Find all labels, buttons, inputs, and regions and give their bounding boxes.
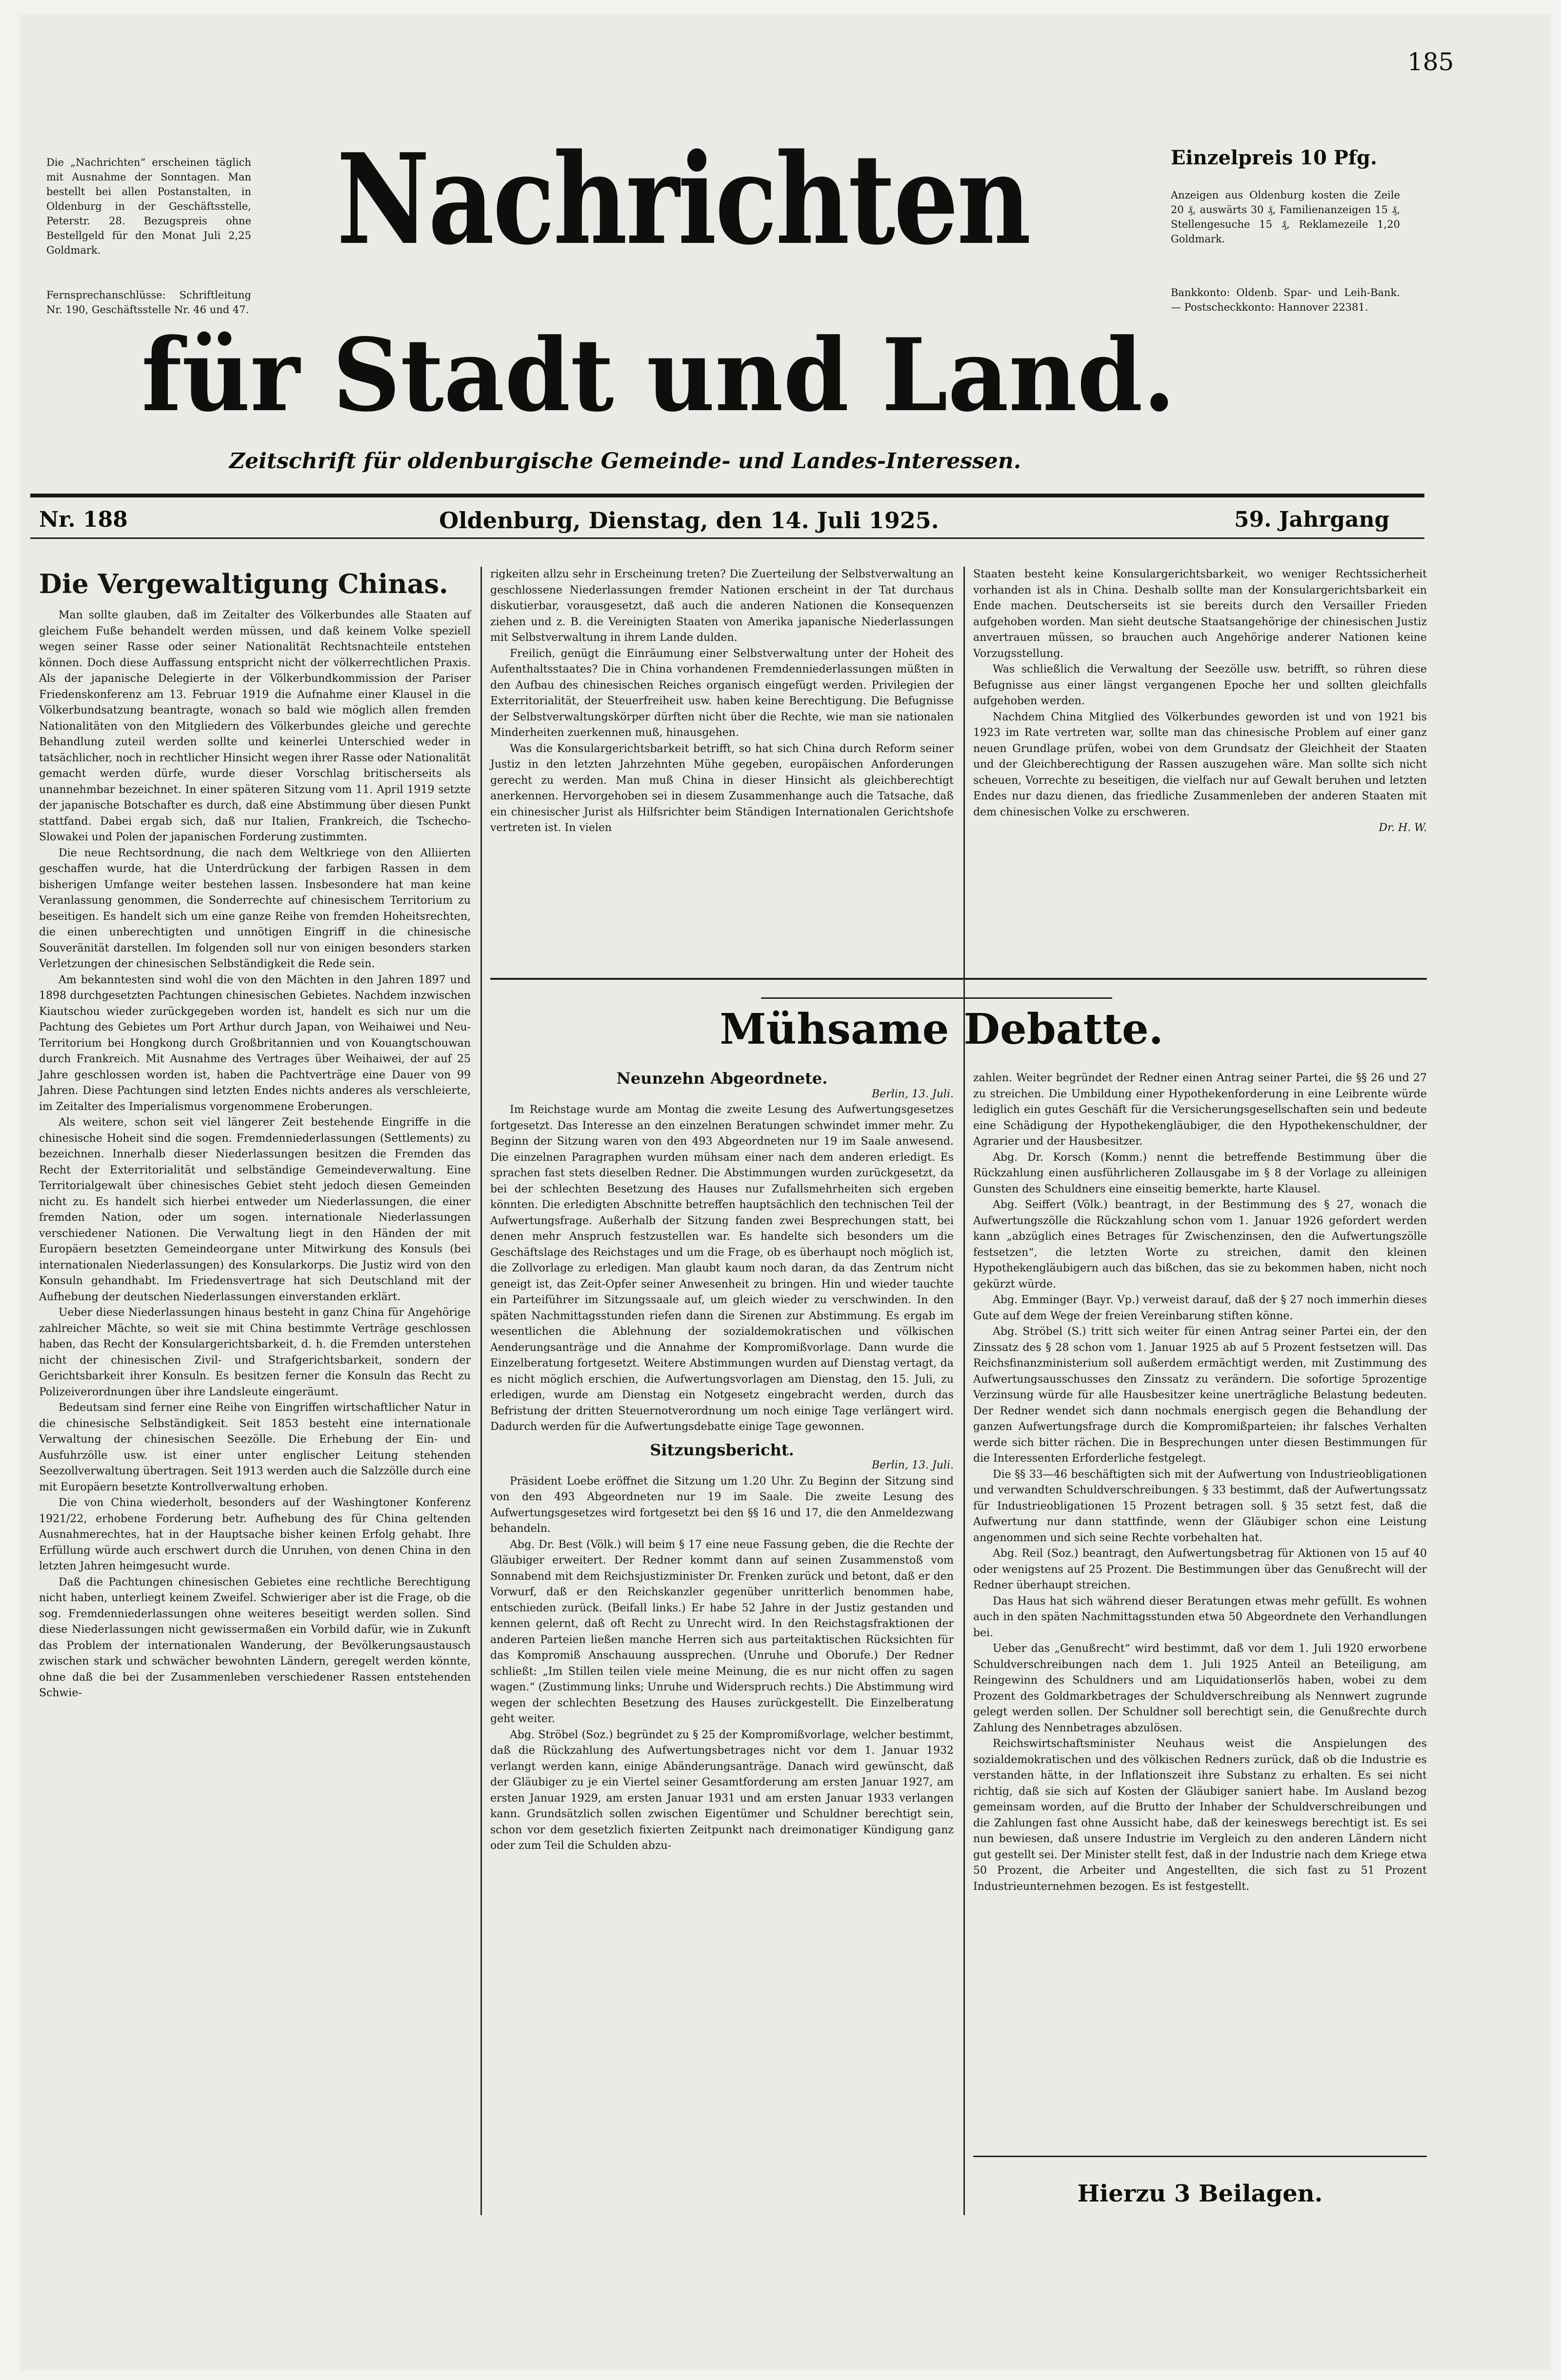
paragraph: Bedeutsam sind ferner eine Reihe von Eingriffen wirtschaftlicher Natur in die chinesische Selbständigkeit. Seit 1853 besteht eine internationale Verwaltung der chinesischen Seezölle. Die Erhebung der Ein- und Ausfuhrzölle usw. ist einer unter englischer Leitung stehenden Seezollverwaltung übertragen. Seit 1913 werden auch die Salzzölle durch eine mit Europäern besetzte Kontrollverwaltung erhoben. — [39, 1402, 471, 1493]
debate-subheading-2: Sitzungsbericht. — [650, 1440, 794, 1459]
paragraph: Nachdem China Mitglied des Völkerbundes geworden ist und von 1921 bis 1923 im Rate vertreten war, sollte man das chinesische Problem auf einer ganz neuen Grundlage prüfen, wobei von dem Grundsatz der Gleichheit der Staaten und der Gleichberechtigung der Rassen auszugehen wäre. Man sollte sich nicht scheuen, Vorrechte zu beseitigen, die vielfach nur auf Gewalt beruhen und letzten Endes nur dazu dienen, das friedliche Zusammenleben der anderen Staaten mit dem chinesischen Volke zu erschweren. — [973, 711, 1427, 818]
masthead-subtitle: Zeitschrift für oldenburgische Gemeinde- und Landes-Interessen. — [229, 449, 1021, 474]
paragraph: rigkeiten allzu sehr in Erscheinung treten? Die Zuerteilung der Selbstverwaltung an geschlossene Niederlassungen fremder Nationen erscheint in der Tat durchaus diskutierbar, vorausgesetzt, daß auch die anderen Nationen die Konsequenzen ziehen und z. B. die Vereinigten Staaten von Amerika japanische Niederlassungen mit Selbstverwaltung in ihrem Lande dulden. — [490, 568, 954, 644]
article-debate-column-2 — [973, 1071, 1427, 1895]
paragraph: Ueber diese Niederlassungen hinaus besteht in ganz China für Angehörige zahlreicher Mächte, so weit sie mit China bestimmte Verträge geschlossen haben, das Recht der Konsulargerichtsbarkeit, d. h. die Fremden unterstehen nicht der chinesischen Zivil- und Strafgerichtsbarkeit, sondern der Gerichtsbarkeit ihrer Konsuln. Es besitzen ferner die Konsuln das Recht zu Polizeiverordnungen über ihre Landsleute eingeräumt. — [39, 1307, 471, 1398]
debate-dateline-1: Berlin, 13. Juli. — [872, 1088, 954, 1100]
article-china-column-1 — [39, 567, 471, 1702]
paragraph: Ueber das „Genußrecht“ wird bestimmt, daß vor dem 1. Juli 1920 erworbene Schuldverschreibungen nach dem 1. Juli 1925 Anteil an Beteiligung, am Reingewinn des Schuldners und am Liquidationserlös haben, wobei zu dem Prozent des Goldmarkbetrages der Schuldverschreibung als Nennwert zugrunde gelegt werden sollen. Der Schuldner soll berechtigt sein, die Genußrechte durch Zahlung des Nennbetrages abzulösen. — [973, 1643, 1427, 1734]
paragraph: Abg. Dr. Best (Völk.) will beim § 17 eine neue Fassung geben, die die Rechte der Gläubiger erweitert. Der Redner kommt dann auf seinen Zusammenstoß vom Sonnabend mit dem Reichsjustizminister Dr. Frenken zurück und betont, daß er den Vorwurf, daß er den Reichskanzler gegenüber unritterlich benommen habe, entschieden zurück. (Beifall links.) Er habe 52 Jahre in der Justiz gestanden und kennen gelernt, daß oft Recht zu Unrecht wird. In den Reichstagsfraktionen der anderen Parteien ließen manche Herren sich aus parteitaktischen Rücksichten für das Kompromiß Anschauung aussprechen. (Unruhe und Oborufe.) Der Redner schließt: „Im Stillen teilen viele meine Meinung, die es nur nicht offen zu sagen wagen.“ (Zustimmung links; Unruhe und Widerspruch rechts.) Die Abstimmung wird wegen der schlechten Besetzung des Hauses zurückgestellt. Die Einzelberatung geht weiter. — [490, 1538, 954, 1725]
single-price: Einzelpreis 10 Pfg. — [1171, 146, 1378, 169]
masthead-title-line2: für Stadt und Land. — [141, 317, 1176, 434]
paragraph: Im Reichstage wurde am Montag die zweite Lesung des Aufwertungsgesetzes fortgesetzt. Das Interesse an den einzelnen Beratungen schwindet immer mehr. Zu Beginn der Sitzung waren von den 493 Abgeordneten nur 19 im Saale anwesend. Die einzelnen Paragraphen wurden mühsam einer nach dem anderen erledigt. Es sprachen fast stets dieselben Redner. Die Abstimmungen wurden zurückgesetzt, da bei der schlechten Besetzung des Hauses nur Zufallsmehrheiten sich ergeben könnten. Die erledigten Abschnitte betreffen hauptsächlich den technischen Teil der Aufwertungsfrage. Außerhalb der Sitzung fanden zwei Besprechungen statt, bei denen mehr Anspruch festzustellen war. Es handelte sich besonders um die Geschäftslage des Reichstages und um die Frage, ob es überhaupt noch möglich ist, die Zollvorlage zu erledigen. Man glaubt kaum noch daran, da das Zentrum nicht geneigt ist, das Zeit-Opfer seiner Anwesenheit zu bringen. Hin und wieder tauchte ein Parteiführer im Sitzungssaale auf, um gleich wieder zu verschwinden. In den späten Nachmittagsstunden riefen dann die Sirenen zur Abstimmung. Es ergab im wesentlichen die Ablehnung der sozialdemokratischen und völkischen Aenderungsanträge und die Annahme der Kompromißvorlage. Dann wurde die Einzelberatung fortgesetzt. Weitere Abstimmungen wurden auf Dienstag vertagt, da es nicht möglich erschien, die Aufwertungsvorlagen am Dienstag, den 15. Juli, zu erledigen, wurde am Dienstag ein Notgesetz eingebracht werden, durch das Befristung der dritten Steuernotverordnung um noch einige Tage verlängert wird. Dadurch werden für die Aufwertungsdebatte einige Tage gewonnen. — [490, 1104, 954, 1433]
ad-rates: Anzeigen aus Oldenburg kosten die Zeile 20 ₰, auswärts 30 ₰, Familienanzeigen 15 ₰, Stellengesuche 15 ₰, Reklamezeile 1,20 Goldmark. — [1171, 189, 1400, 245]
paragraph: Die von China wiederholt, besonders auf der Washingtoner Konferenz 1921/22, erhobene Forderung betr. Aufhebung des für China geltenden Ausnahmerechtes, hat in der Hauptsache bisher keinen Erfolg gehabt. Ihre Erfüllung würde auch erschwert durch die Unruhen, von denen China in den letzten Jahren heimgesucht wurde. — [39, 1497, 471, 1572]
article-separator — [490, 978, 1427, 980]
masthead-title-line1: Nachrichten — [337, 127, 1030, 273]
paragraph: Am bekanntesten sind wohl die von den Mächten in den Jahren 1897 und 1898 durchgesetzten Pachtungen chinesischen Gebietes. Nachdem inzwischen Kiautschou wieder zurückgegeben worden ist, handelt es sich nur um die Pachtung des Gebietes um Port Arthur durch Japan, von Weihaiwei und Neu-Territorium bei Hongkong durch Großbritannien und von Kouangtschouwan durch Frankreich. Mit Ausnahme des Vertrages über Weihaiwei, der auf 25 Jahre geschlossen worden ist, haben die Pachtverträge eine Dauer von 99 Jahren. Diese Pachtungen sind letzten Endes nichts anderes als verschleierte, im Zeitalter des Imperialismus vorgenommene Eroberungen. — [39, 973, 471, 1113]
article-china-column-3 — [973, 567, 1427, 836]
issue-number: Nr. 188 — [39, 507, 128, 532]
paragraph: Freilich, genügt die Einräumung einer Selbstverwaltung unter der Hoheit des Aufenthaltsstaates? Die in China vorhandenen Fremdenniederlassungen müßten in den Aufbau des chinesischen Reiches organisch eingefügt werden. Privilegien der Exterritorialität, der Steuerfreiheit usw. haben keine Berechtigung. Die Befugnisse der Selbstverwaltungskörper dürften nicht über die Rechte, wie man sie nationalen Minderheiten zuerkennen muß, hinausgehen. — [490, 647, 954, 739]
paragraph: Die §§ 33—46 beschäftigten sich mit der Aufwertung von Industrieobligationen und verwandten Schuldverschreibungen. § 33 bestimmt, daß der Aufwertungssatz für Industrieobligationen 15 Prozent betragen soll. § 35 setzt fest, daß die Aufwertung nur dann stattfinde, wenn der Gläubiger schon eine Leistung angenommen und sich seine Rechte vorbehalten hat. — [973, 1468, 1427, 1544]
article-debate-headline: Mühsame Debatte. — [720, 1005, 1163, 1054]
subscription-info: Die „Nachrichten“ erscheinen täglich mit Ausnahme der Sonntagen. Man bestellt bei allen Postanstalten, in Oldenburg in der Geschäftsstelle, Peterstr. 28. Bezugspreis ohne Bestellgeld für den Monat Juli 2,25 Goldmark. — [46, 157, 251, 256]
paragraph: Das Haus hat sich während dieser Beratungen etwas mehr gefüllt. Es wohnen auch in den späten Nachmittagsstunden etwa 50 Abgeordnete den Verhandlungen bei. — [973, 1595, 1427, 1639]
column-rule-2 — [963, 567, 965, 2215]
issue-date: Oldenburg, Dienstag, den 14. Juli 1925. — [439, 507, 939, 534]
debate-subheading-1: Neunzehn Abgeordnete. — [616, 1069, 828, 1088]
page-number: 185 — [1407, 48, 1454, 76]
masthead-rule — [30, 494, 1424, 497]
footer-rule — [973, 2156, 1427, 2157]
debate-dateline-2: Berlin, 13. Juli. — [872, 1459, 954, 1471]
headline-rule — [761, 997, 1112, 999]
column-rule-1 — [480, 567, 482, 2215]
article-china-column-2 — [490, 567, 954, 836]
phone-info: Fernsprechanschlüsse: Schriftleitung Nr. 190, Geschäftsstelle Nr. 46 und 47. — [46, 289, 251, 316]
paragraph: Was die Konsulargerichtsbarkeit betrifft, so hat sich China durch Reform seiner Justiz in den letzten Jahrzehnten Mühe gegeben, europäischen Anforderungen gerecht zu werden. Man muß China in dieser Hinsicht als gleichberechtigt anerkennen. Hervorgehoben sei in diesem Zusammenhange auch die Tatsache, daß ein chinesischer Jurist als Hilfsrichter beim Ständigen Internationalen Gerichtshofe vertreten ist. In vielen — [490, 742, 954, 834]
paragraph: Daß die Pachtungen chinesischen Gebietes eine rechtliche Berechtigung nicht haben, unterliegt keinem Zweifel. Schwieriger aber ist die Frage, ob die sog. Fremdenniederlassungen ohne weiteres beseitigt werden sollen. Sind diese Niederlassungen nicht gewissermaßen ein Vorbild dafür, wie in Zukunft das Problem der internationalen Wanderung, der Bevölkerungsaustausch zwischen stark und schwächer bewohnten Ländern, geregelt werden könnte, ohne daß die bei der Zusammenleben verschiedener Rassen entstehenden Schwie- — [39, 1576, 471, 1699]
bank-info: Bankkonto: Oldenb. Spar- und Leih-Bank. — Postscheckkonto: Hannover 22381. — [1171, 287, 1400, 313]
article-debate-column-1 — [490, 1071, 954, 1854]
issue-rule — [30, 537, 1424, 539]
volume-year: 59. Jahrgang — [1234, 507, 1390, 532]
paragraph: Man sollte glauben, daß im Zeitalter des Völkerbundes alle Staaten auf gleichem Fuße behandelt werden müssen, und daß keinem Volke speziell wegen seiner Rasse oder seiner Nationalität Rechtsnachteile entstehen können. Doch diese Auffassung entspricht nicht der völkerrechtlichen Praxis. Als der japanische Delegierte in der Völkerbundkommission der Pariser Friedenskonferenz am 13. Februar 1919 die Aufnahme einer Klausel in die Völkerbundsatzung beantragte, wonach so bald wie möglich allen fremden Nationalitäten von den Mitgliedern des Völkerbundes gleiche und gerechte Behandlung zuteil werden sollte und keinerlei Unterschied weder in tatsächlicher, noch in rechtlicher Hinsicht wegen ihrer Rasse oder Nationalität gemacht werden dürfe, wurde dieser Vorschlag britischerseits als unannehmbar bezeichnet. In einer späteren Sitzung vom 11. April 1919 setzte der japanische Botschafter es durch, daß eine Abstimmung über diesen Punkt stattfand. Dabei ergab sich, daß nur Italien, Frankreich, die Tschecho-Slowakei und Polen der japanischen Forderung zustimmten. — [39, 609, 471, 843]
article-signature: Dr. H. W. — [1379, 822, 1427, 834]
paragraph: Präsident Loebe eröffnet die Sitzung um 1.20 Uhr. Zu Beginn der Sitzung sind von den 493 Abgeordneten nur 19 im Saale. Die zweite Lesung des Aufwertungsgesetzes wird fortgesetzt bei den §§ 16 und 17, die den Anmeldezwang behandeln. — [490, 1475, 954, 1535]
paragraph: Abg. Ströbel (S.) tritt sich weiter für einen Antrag seiner Partei ein, der den Zinssatz des § 28 schon vom 1. Januar 1925 ab auf 5 Prozent festsetzen will. Das Reichsfinanzministerium soll außerdem ermächtigt werden, mit Zustimmung des Aufwertungsausschusses den Zinssatz zu verändern. Die sofortige 5prozentige Verzinsung würde für alle Hausbesitzer keine unerträgliche Belastung bedeuten. Der Redner wendet sich dann nochmals energisch gegen die Behandlung der ganzen Aufwertungsfrage durch die Kompromißparteien; ihr falsches Verhalten werde sich bitter rächen. Die in Besprechungen unter diesen Bestimmungen für die Interessenten Erforderliche festgelegt. — [973, 1326, 1427, 1465]
paragraph: Als weitere, schon seit viel längerer Zeit bestehende Eingriffe in die chinesische Hoheit sind die sogen. Fremdenniederlassungen (Settlements) zu bezeichnen. Innerhalb dieser Niederlassungen besitzen die Fremden das Recht der Exterritorialität und selbständige Gemeindeverwaltung. Eine Territorialgewalt über chinesisches Gebiet steht jedoch diesen Gemeinden nicht zu. Es handelt sich hierbei entweder um Niederlassungen, die einer fremden Nation, oder um sogen. internationale Niederlassungen verschiedener Nationen. Die Verwaltung liegt in den Händen der mit Europäern besetzten Gemeindeorgane unter Mitwirkung des Konsuls (bei internationalen Niederlassungen) des Konsularkorps. Die Justiz wird von den Konsuln gehandhabt. Im Friedensvertrage hat sich Deutschland mit der Aufhebung der deutschen Niederlassungen einverstanden erklärt. — [39, 1116, 471, 1303]
supplements-note: Hierzu 3 Beilagen. — [1077, 2180, 1323, 2207]
paragraph: Abg. Ströbel (Soz.) begründet zu § 25 der Kompromißvorlage, welcher bestimmt, daß die Rückzahlung des Aufwertungsbetrages nicht vor dem 1. Januar 1932 verlangt werden kann, einige Abänderungsanträge. Danach wird gewünscht, daß der Gläubiger zu je ein Viertel seiner Gesamtforderung am ersten Januar 1927, am ersten Januar 1929, am ersten Januar 1931 und am ersten Januar 1933 verlangen kann. Grundsätzlich sollen zwischen Eigentümer und Schuldner berechtigt sein, schon vor dem gesetzlich fixierten Zeitpunkt nach dreimonatiger Kündigung ganz oder zum Teil die Schulden abzu- — [490, 1728, 954, 1852]
article-china-headline: Die Vergewaltigung Chinas. — [39, 568, 448, 599]
paragraph: Abg. Seiffert (Völk.) beantragt, in der Bestimmung des § 27, wonach die Aufwertungszölle die Rückzahlung schon vom 1. Januar 1926 gefordert werden kann „abzüglich eines Betrages für Zwischenzinsen, den die Aufwertungszölle festsetzen“, die letzten Worte zu streichen, damit den kleinen Hypothekengläubigern auch das bißchen, das sie zu bekommen haben, nicht noch gekürzt würde. — [973, 1199, 1427, 1290]
paragraph: Was schließlich die Verwaltung der Seezölle usw. betrifft, so rühren diese Befugnisse aus einer längst vergangenen Epoche her und sollten gleichfalls aufgehoben werden. — [973, 663, 1427, 707]
paragraph: Reichswirtschaftsminister Neuhaus weist die Anspielungen des sozialdemokratischen und des völkischen Redners zurück, daß ob die Industrie es verstanden hätte, in der Inflationszeit ihre Substanz zu erhalten. Es sei nicht richtig, daß sie sich auf Kosten der Gläubiger saniert habe. Im Ausland bezog gemeinsam worden, auf die Brutto der Inhaber der Schuldverschreibungen und die Zahlungen fast ohne Aussicht habe, daß der keineswegs berechtigt ist. Es sei nun bewiesen, daß unsere Industrie im Vergleich zu den anderen Ländern nicht gut gestellt sei. Der Minister stellt fest, daß in der Industrie nach dem Kriege etwa 50 Prozent, die Arbeiter und Angestellten, die sich fast zu 51 Prozent Industrieunternehmen bezogen. Es ist festgestellt. — [973, 1738, 1427, 1893]
paragraph: Die neue Rechtsordnung, die nach dem Weltkriege von den Alliierten geschaffen wurde, hat die Unterdrückung der farbigen Rassen in dem bisherigen Umfange weiter bestehen lassen. Insbesondere hat man keine Veranlassung genommen, die Sonderrechte auf chinesischem Territorium zu beseitigen. Es handelt sich um eine ganze Reihe von fremden Hoheitsrechten, die einen unberechtigten und unnötigen Eingriff in die chinesische Souveränität darstellen. Im folgenden soll nur von einigen besonders starken Verletzungen der chinesischen Selbständigkeit die Rede sein. — [39, 847, 471, 970]
paragraph: Abg. Reil (Soz.) beantragt, den Aufwertungsbetrag für Aktionen von 15 auf 40 oder wenigstens auf 25 Prozent. Die Bestimmungen über das Genußrecht will der Redner überhaupt streichen. — [973, 1547, 1427, 1591]
paragraph: Abg. Dr. Korsch (Komm.) nennt die betreffende Bestimmung über die Rückzahlung einen ausführlicheren Zollausgabe im § 8 der Vorlage zu alleinigen Gunsten des Schuldners eine einseitig bemerkte, harte Klausel. — [973, 1151, 1427, 1195]
paragraph: Abg. Emminger (Bayr. Vp.) verweist darauf, daß der § 27 noch immerhin dieses Gute auf dem Wege der freien Vereinbarung stiften könne. — [973, 1294, 1427, 1322]
paragraph: Staaten besteht keine Konsulargerichtsbarkeit, wo weniger Rechtssicherheit vorhanden ist als in China. Deshalb sollte man der Konsulargerichtsbarkeit ein Ende machen. Deutscherseits ist sie bereits durch den Versailler Frieden aufgehoben worden. Man sieht deutsche Staatsangehörige der chinesischen Justiz anvertrauen müssen, so brauchen auch Angehörige anderer Nationen keine Vorzugsstellung. — [973, 568, 1427, 660]
paragraph: zahlen. Weiter begründet der Redner einen Antrag seiner Partei, die §§ 26 und 27 zu streichen. Die Umbildung einer Hypothekenforderung in eine Leibrente würde lediglich ein gutes Geschäft für die Versicherungsgesellschaften sein und bedeute eine Schädigung der Hypothekengläubiger, die den Hypothekenschuldner, der Agrarier und der Hausbesitzer. — [973, 1072, 1427, 1148]
